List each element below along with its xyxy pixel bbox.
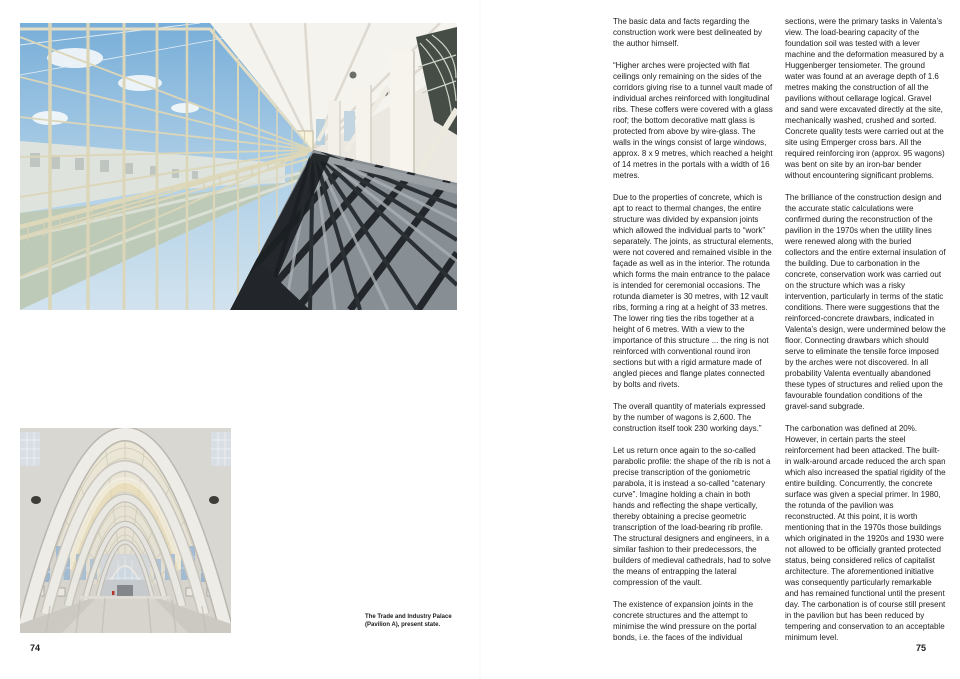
paragraph: “Higher arches were projected with flat ceilings only remaining on the sides of the corridors giving rise to a tunnel vault made of individual arches reinforced with longitudinal ribs. These coffers were covered with a glass roof; the bottom decorative matt glass is protected from above by wire-glass. The walls in the wings consist of large windows, approx. 8 x 9 metres, which reached a height of 14 metres in the portals with a width of 16 metres. [613,61,773,180]
paragraph: sections, were the primary tasks in Valenta’s view. The load-bearing capacity of the foundation soil was tested with a lever machine and the deformation measured by a Huggenberger tensiometer. The ground water was found at an average depth of 1.6 metres making the construction of all the pavilions without cellarage logical. Gravel and sand were excavated directly at the site, mechanically washed, crushed and sorted. Concrete quality tests were carried out at the site using Emperger cross bars. All the required reinforcing iron (approx. 95 wagons) was bent on site by an iron-bar bender without encountering significant problems. [785,17,945,180]
text-column-1 [613,16,774,654]
paragraph: The overall quantity of materials expressed by the number of wagons is 2,600. The construction itself took 230 working days.” [613,402,766,433]
paragraph: The existence of expansion joints in the concrete structures and the attempt to minimise the wind pressure on the portal bonds, i.e. the faces of the individual [613,600,757,642]
paragraph: The basic data and facts regarding the construction work were best delineated by the author himself. [613,17,762,48]
paragraph: The carbonation was defined at 20%. However, in certain parts the steel reinforcement had been attacked. The built- in walk-around arcade reduced the arch span which also increased the spatial rigidity of the entire building. Concurrently, the concrete surface was given a special primer. In 1980, the rotunda of the pavilion was reconstructed. At this point, it is worth mentioning that in the 1970s those buildings which originated in the 1920s and 1930 were not allowed to be officially granted protected status, being considered relics of capitalist architecture. The aforementioned initiative was consequently particularly remarkable and has remained functional until the present day. The carbonation is of course still present in the pavilion but has been reduced by tempering and conservation to an acceptable minimum level. [785,424,946,642]
corridor-photo [20,23,457,310]
text-column-2 [785,16,946,654]
photo-caption: The Trade and Industry Palace (Pavilion A), present state. [365,614,452,628]
paragraph: The brilliance of the construction design and the accurate static calculations were confirmed during the reconstruction of the pavilion in the 1970s when the utility lines were renewed along with the buried collectors and the entire external insulation of the building. Due to carbonation in the concrete, conservation work was carried out on the structure which was a risky intervention, particularly in terms of the static conditions. There were suggestions that the reinforced-concrete drawbars, indicated in Valenta’s design, were undermined below the floor. Connecting drawbars which should serve to eliminate the tensile force imposed by the arches were not discovered. In all probability Valenta eventually abandoned these types of structures and relied upon the favourable foundation conditions of the gravel-sand subgrade. [785,193,946,411]
page-number-left: 74 [30,643,41,653]
vaulted-hall-photo [20,428,231,633]
paragraph: Let us return once again to the so-called parabolic profile: the shape of the rib is not a precise transcription of the goniometric parabola, it is instead a so-called “catenary curve”. Imagine holding a chain in both hands and reflecting the shape vertically, thereby obtaining a precise geometric transcription of the load-bearing rib profile. The structural designers and engineers, in a similar fashion to their predecessors, the builders of medieval cathedrals, had to solve the means of entrapping the lateral compression of the vault. [613,446,771,587]
page-gutter [479,0,481,679]
paragraph: Due to the properties of concrete, which is apt to react to thermal changes, the entire structure was divided by expansion joints which allowed the individual parts to “work” separately. The joints, as structural elements, were not covered and remained visible in the façade as well as in the interior. The rotunda which forms the main entrance to the palace is intended for ceremonial occasions. The rotunda diameter is 30 metres, with 12 vault ribs, forming a ring at a height of 33 metres. The lower ring ties the ribs together at a height of 6 metres. With a view to the importance of this structure ... the ring is not reinforced with conventional round iron sections but with a rigid armature made of angled pieces and flange plates connected by bolts and rivets. [613,193,774,389]
page-number-right: 75 [916,643,927,653]
